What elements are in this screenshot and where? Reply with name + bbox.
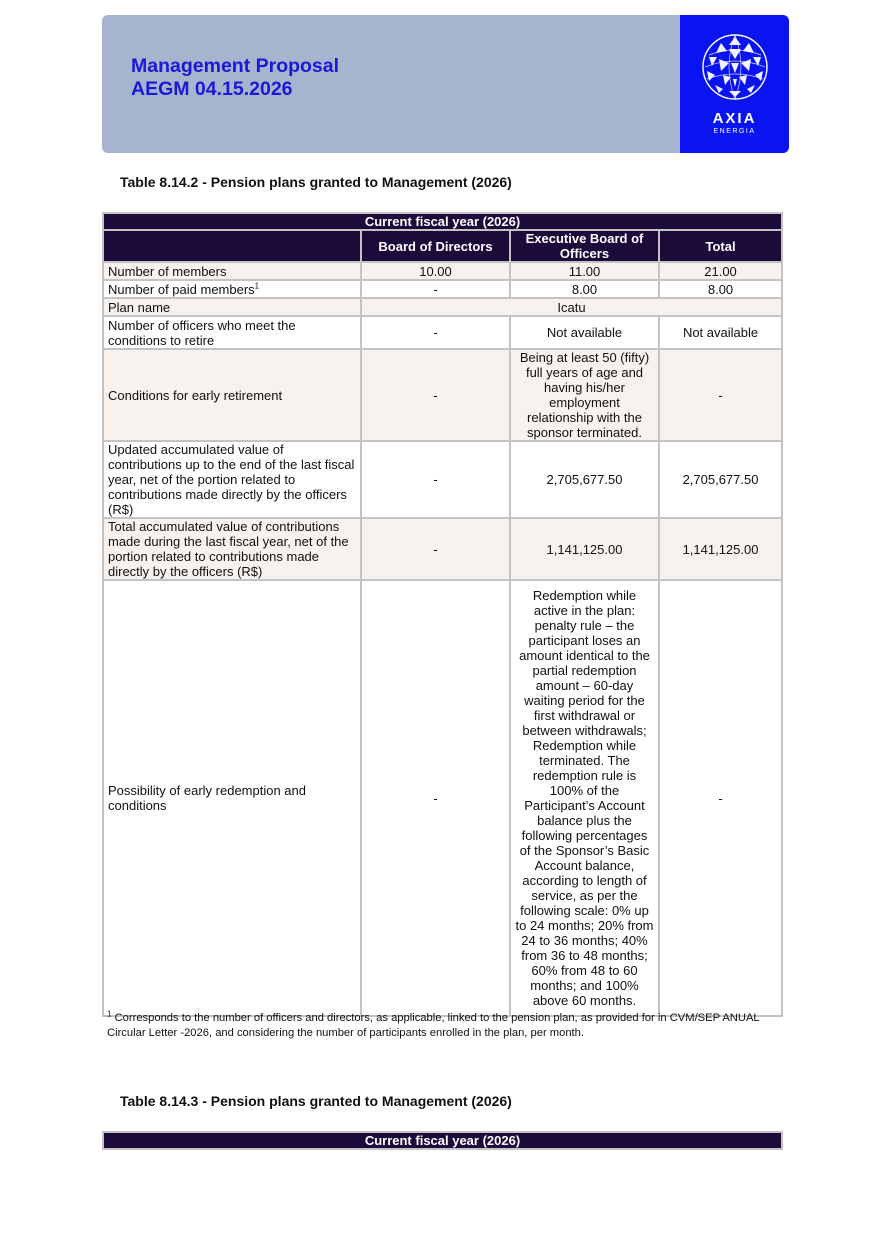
table-header-row — [103, 230, 782, 262]
cell-ebo: 11.00 — [510, 262, 659, 280]
cell-total: - — [659, 349, 782, 441]
row-label: Possibility of early redemption and conditions — [103, 580, 361, 1016]
row-label: Conditions for early retirement — [103, 349, 361, 441]
row-label — [103, 280, 361, 298]
super-header: Current fiscal year (2026) — [103, 1132, 782, 1149]
table-super-header-row — [103, 1132, 782, 1149]
cell-bod: 10.00 — [361, 262, 510, 280]
globe-icon — [701, 33, 769, 101]
footnote — [107, 1011, 779, 1041]
cell-total: 21.00 — [659, 262, 782, 280]
table-row — [103, 441, 782, 518]
footnote-text: Corresponds to the number of officers and directors, as applicable, linked to the pension plan, as provided for in CVM/SEP ANUAL Circular Letter -2026, and considering the number of participants enrolled in the plan, per month. — [107, 1012, 760, 1039]
logo-wordmark: AXIA — [712, 110, 757, 127]
page-title — [131, 55, 339, 101]
header-empty — [103, 230, 361, 262]
title-line-1: Management Proposal — [131, 55, 340, 77]
table-caption-8-14-2: Table 8.14.2 - Pension plans granted to Management (2026) — [120, 174, 512, 190]
row-label: Plan name — [103, 298, 361, 316]
super-header: Current fiscal year (2026) — [103, 213, 782, 230]
cell-ebo: 1,141,125.00 — [510, 518, 659, 580]
cell-bod: - — [361, 441, 510, 518]
table-row — [103, 280, 782, 298]
pension-table-8-14-2 — [102, 212, 783, 1017]
header-board-of-directors: Board of Directors — [361, 230, 510, 262]
title-line-2: AEGM 04.15.2026 — [131, 78, 293, 100]
table-super-header-row — [103, 213, 782, 230]
cell-bod: - — [361, 518, 510, 580]
table-row — [103, 349, 782, 441]
table-row — [103, 580, 782, 1016]
footnote-mark: 1 — [107, 1009, 112, 1019]
row-label: Number of officers who meet the conditions to retire — [103, 316, 361, 349]
row-label: Number of members — [103, 262, 361, 280]
cell-ebo: Not available — [510, 316, 659, 349]
row-label: Total accumulated value of contributions made during the last fiscal year, net of the portion related to contributions made directly by the officers (R$) — [103, 518, 361, 580]
row-label-text: Number of paid members — [108, 281, 255, 297]
table-row — [103, 298, 782, 316]
cell-total: - — [659, 580, 782, 1016]
cell-total: 1,141,125.00 — [659, 518, 782, 580]
cell-ebo: Being at least 50 (fifty) full years of age and having his/her employment relationship with the sponsor terminated. — [510, 349, 659, 441]
cell-bod: - — [361, 316, 510, 349]
cell-ebo: Redemption while active in the plan: penalty rule – the participant loses an amount identical to the partial redemption amount – 60-day waiting period for the first withdrawal or between withdrawals; Redemption while terminated. The redemption rule is 100% of the Participant’s Account balance plus the following percentages of the Sponsor’s Basic Account balance, according to length of service, as per the following scale: 0% up to 24 months; 20% from 24 to 36 months; 40% from 36 to 48 months; 60% from 48 to 60 months; and 100% above 60 months. — [510, 580, 659, 1016]
cell-total: 8.00 — [659, 280, 782, 298]
cell-bod: - — [361, 349, 510, 441]
footnote-ref: 1 — [254, 281, 260, 291]
table-row — [103, 262, 782, 280]
cell-ebo: 2,705,677.50 — [510, 441, 659, 518]
table-row — [103, 316, 782, 349]
table-caption-8-14-3: Table 8.14.3 - Pension plans granted to Management (2026) — [120, 1093, 512, 1109]
cell-bod: - — [361, 280, 510, 298]
header-executive-board: Executive Board of Officers — [510, 230, 659, 262]
logo — [680, 15, 789, 153]
table-row — [103, 518, 782, 580]
logo-subtitle: ENERGIA — [713, 128, 756, 135]
header-total: Total — [659, 230, 782, 262]
cell-total: Not available — [659, 316, 782, 349]
cell-total: 2,705,677.50 — [659, 441, 782, 518]
cell-plan-name: Icatu — [361, 298, 782, 316]
row-label: Updated accumulated value of contributions up to the end of the last fiscal year, net of the portion related to contributions made directly by the officers (R$) — [103, 441, 361, 518]
pension-table-8-14-3 — [102, 1131, 783, 1150]
cell-bod: - — [361, 580, 510, 1016]
cell-ebo: 8.00 — [510, 280, 659, 298]
